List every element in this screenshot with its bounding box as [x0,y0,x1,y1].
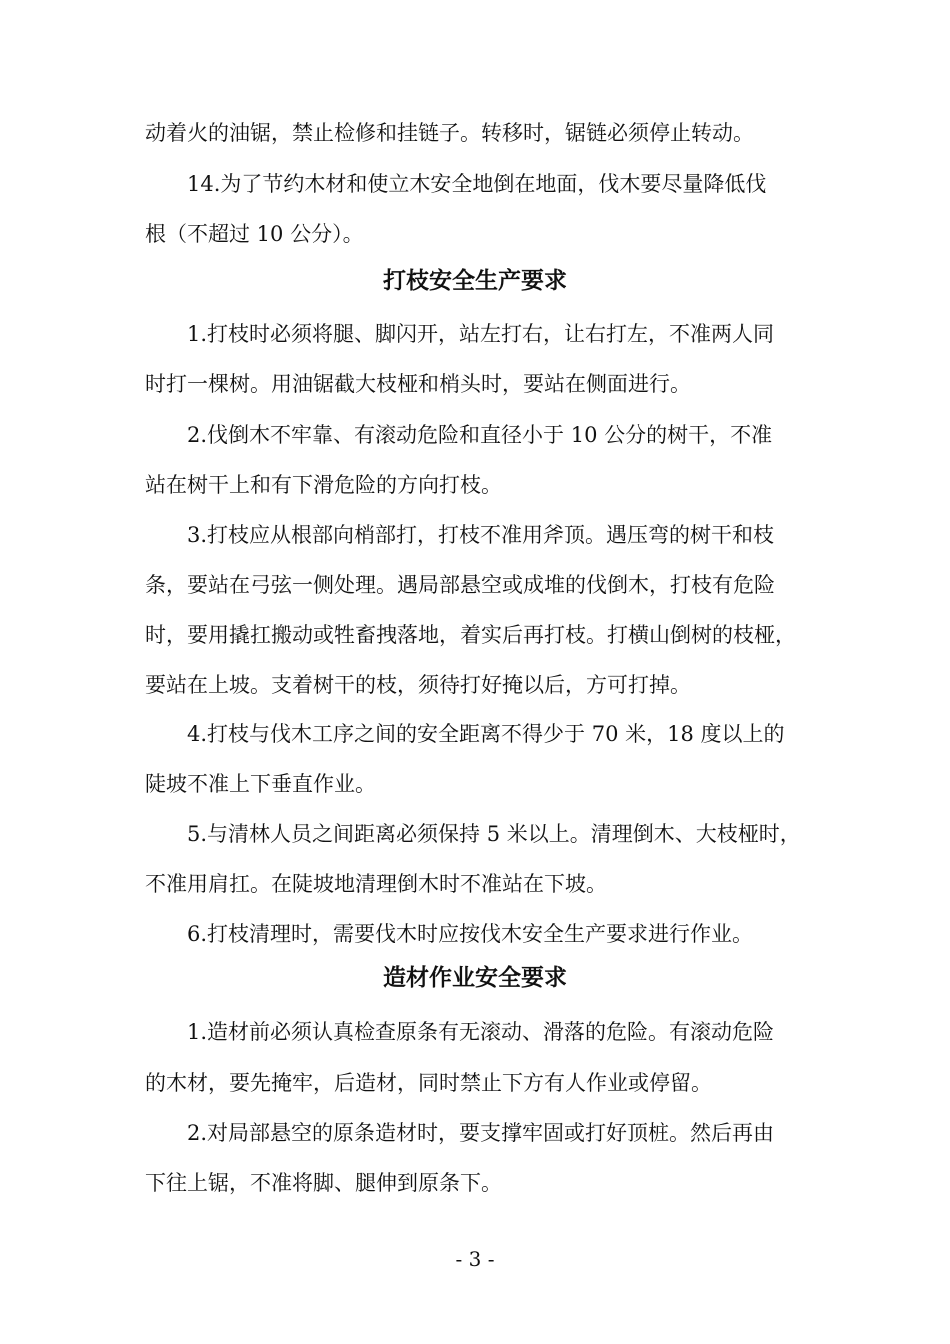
paragraph-line: 不准用肩扛。在陡坡地清理倒木时不准站在下坡。 [145,872,607,896]
paragraph-line: 2.对局部悬空的原条造材时，要支撑牢固或打好顶桩。然后再由 [187,1121,775,1145]
paragraph-line: 14.为了节约木材和使立木安全地倒在地面，伐木要尽量降低伐 [187,172,767,196]
paragraph-line: 的木材，要先掩牢，后造材，同时禁止下方有人作业或停留。 [145,1071,712,1095]
paragraph-line: 3.打枝应从根部向梢部打，打枝不准用斧顶。遇压弯的树干和枝 [187,523,775,547]
paragraph-line: 动着火的油锯，禁止检修和挂链子。转移时，锯链必须停止转动。 [145,121,754,145]
paragraph-line: 要站在上坡。支着树干的枝，须待打好掩以后，方可打掉。 [145,673,691,697]
paragraph-line: 陡坡不准上下垂直作业。 [145,772,376,796]
paragraph-line: 时打一棵树。用油锯截大枝桠和梢头时，要站在侧面进行。 [145,372,691,396]
paragraph-line: 2.伐倒木不牢靠、有滚动危险和直径小于 10 公分的树干，不准 [187,423,773,447]
paragraph-line: 1.造材前必须认真检查原条有无滚动、滑落的危险。有滚动危险 [187,1020,775,1044]
paragraph-line: 1.打枝时必须将腿、脚闪开，站左打右，让右打左，不准两人同 [187,322,775,346]
paragraph-line: 站在树干上和有下滑危险的方向打枝。 [145,473,502,497]
page-number: - 3 - [455,1247,495,1271]
paragraph-line: 时，要用撬扛搬动或牲畜拽落地，着实后再打枝。打横山倒树的枝桠， [145,623,796,647]
paragraph-line: 条，要站在弓弦一侧处理。遇局部悬空或成堆的伐倒木，打枝有危险 [145,573,775,597]
paragraph-line: 根（不超过 10 公分）。 [145,222,364,246]
section-heading: 打枝安全生产要求 [383,267,567,294]
paragraph-line: 4.打枝与伐木工序之间的安全距离不得少于 70 米，18 度以上的 [187,722,785,746]
paragraph-line: 下往上锯，不准将脚、腿伸到原条下。 [145,1171,502,1195]
section-heading: 造材作业安全要求 [383,964,567,991]
paragraph-line: 6.打枝清理时，需要伐木时应按伐木安全生产要求进行作业。 [187,922,754,946]
paragraph-line: 5.与清林人员之间距离必须保持 5 米以上。清理倒木、大枝桠时， [187,822,801,846]
